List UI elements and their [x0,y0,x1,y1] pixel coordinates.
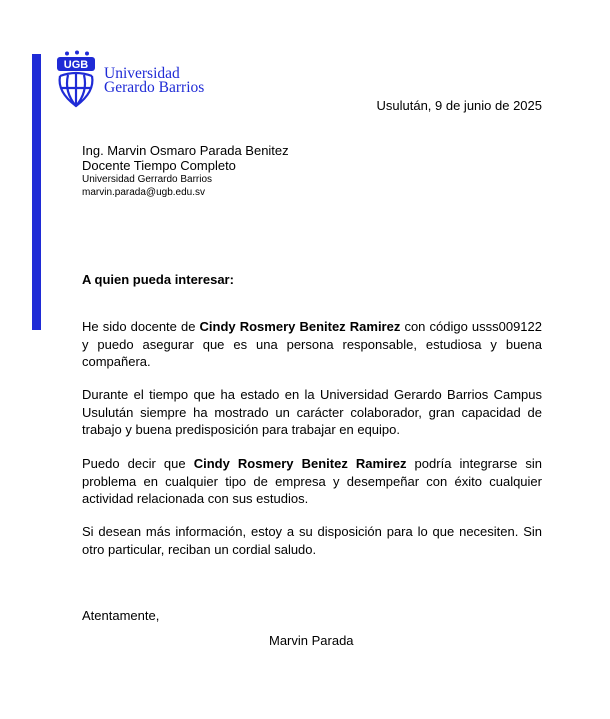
logo-abbreviation: UGB [63,59,89,71]
sender-institution: Universidad Gerrardo Barrios [82,174,213,185]
signature-name: Marvin Parada [269,633,354,648]
sender-name: Ing. Marvin Osmaro Parada Benitez [82,143,289,158]
university-logo [55,50,225,112]
sender-email: marvin.parada@ugb.edu.sv [82,187,205,198]
paragraph-3 [82,455,542,508]
student-name: Cindy Rosmery Benitez Ramirez [193,456,407,471]
logo-line-2: Gerardo Barrios [104,79,205,96]
greeting: A quien pueda interesar: [82,272,234,287]
paragraph-4: Si desean más información, estoy a su disposición para lo que necesiten. Sin otro particular, reciban un cordial saludo. [82,524,542,557]
paragraph-1 [82,318,542,371]
closing: Atentamente, [82,608,160,623]
paragraph-2: Durante el tiempo que ha estado en la Universidad Gerardo Barrios Campus Usulután siempre ha mostrado un carácter colaborador, gran capacidad de trabajo y buena predisposición para trabajar en equipo. [82,387,542,437]
logo-wordmark [104,67,204,95]
sender-block [82,143,289,199]
sender-position: Docente Tiempo Completo [82,158,236,173]
paragraph-3-intro: Puedo decir que [82,456,194,471]
paragraph-1-intro: He sido docente de [82,319,200,334]
letterhead-side-bar [32,54,41,330]
paragraph-1-rest: con código usss009122 y puedo asegurar que es una persona responsable, estudiosa y buena compañera. [82,319,542,369]
student-name: Cindy Rosmery Benitez Ramirez [199,319,401,334]
paragraph-3-rest: podría integrarse sin problema en cualquier tipo de empresa y desempeñar con éxito cualquier actividad relacionada con sus estudios. [82,456,542,506]
logo-line-1: Universidad [104,65,180,82]
globe-shield-icon [55,50,99,112]
letter-date: Usulután, 9 de junio de 2025 [376,98,542,113]
